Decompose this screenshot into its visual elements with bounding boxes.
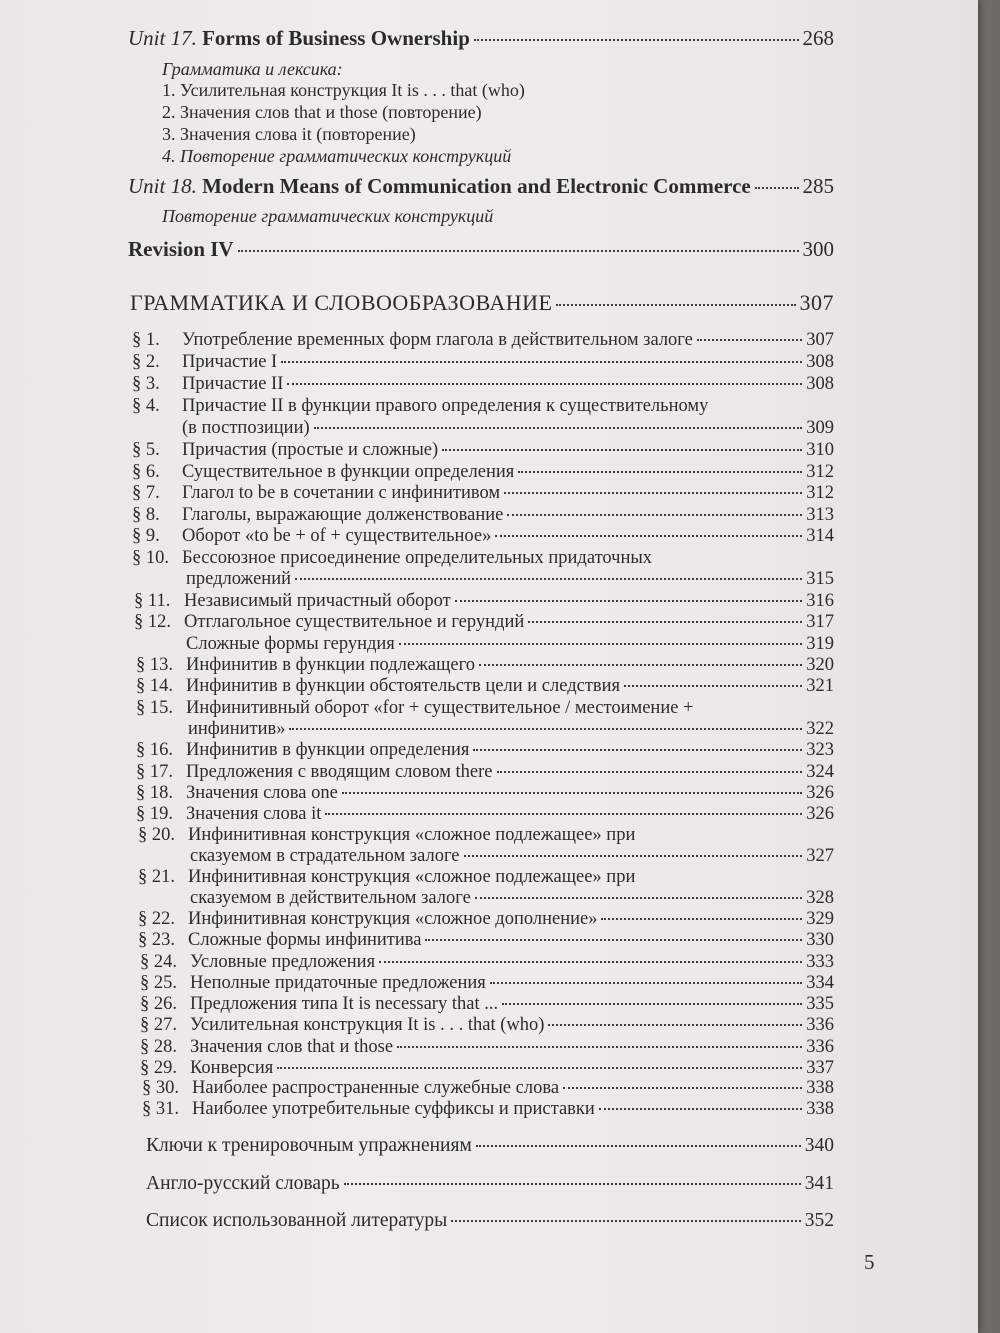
toc-entry-continuation — [182, 418, 834, 439]
entry-number: § 26. — [140, 994, 177, 1014]
dot-leader — [624, 685, 802, 687]
dot-leader — [425, 939, 802, 941]
dot-leader — [464, 855, 803, 857]
page-number: 307 — [799, 290, 834, 315]
back-matter-title: Список использованной литературы — [146, 1210, 448, 1231]
toc-entry-first-line — [136, 698, 834, 719]
page-number: 312 — [806, 462, 834, 482]
dot-leader — [504, 492, 802, 494]
entry-text: Причастие II — [182, 374, 284, 394]
page-number: 324 — [806, 762, 834, 782]
dot-leader — [563, 1087, 802, 1089]
dot-leader — [379, 961, 802, 963]
toc-entry — [132, 526, 834, 547]
page-number: 312 — [806, 483, 834, 503]
toc-entry — [132, 330, 834, 351]
dot-leader — [548, 1024, 802, 1026]
dot-leader — [314, 427, 803, 429]
unit-18-note: Повторение грамматических конструкций — [162, 206, 494, 226]
toc-entry-continuation — [186, 569, 834, 590]
unit-17-heading: Грамматика и лексика: — [162, 59, 343, 79]
entry-number: § 21. — [138, 867, 175, 887]
entry-text: Неполные придаточные предложения — [190, 973, 486, 993]
toc-entry — [132, 374, 834, 395]
unit-17-item-1: 1. Усилительная конструкция It is . . . that (who) — [162, 80, 525, 100]
entry-text: Сложные формы герундия — [186, 634, 395, 654]
dot-leader — [399, 643, 802, 645]
page-number: 308 — [806, 352, 834, 372]
entry-number: § 4. — [132, 396, 160, 416]
dot-leader — [556, 304, 795, 306]
toc-entry — [140, 1037, 834, 1058]
toc-entry — [136, 804, 834, 825]
entry-text: Конверсия — [190, 1058, 274, 1078]
page-number: 335 — [806, 994, 834, 1014]
entry-text: Инфинитивная конструкция «сложное подлежащее» при — [188, 867, 636, 887]
toc-unit-18 — [128, 174, 834, 199]
toc-entry — [138, 909, 834, 930]
dot-leader — [502, 1003, 802, 1005]
entry-number: § 8. — [132, 505, 160, 525]
toc-entry — [140, 994, 834, 1015]
dot-leader — [490, 982, 802, 984]
entry-number: § 10. — [132, 548, 169, 568]
unit-label: Unit 17. — [128, 26, 197, 50]
entry-text: Существительное в функции определения — [182, 462, 515, 482]
page-number: 307 — [806, 330, 834, 350]
toc-entry-first-line — [132, 548, 834, 569]
page-number: 319 — [806, 634, 834, 654]
unit-title: Modern Means of Communication and Electronic Commerce — [202, 174, 751, 198]
entry-text: Наиболее распространенные служебные слова — [192, 1078, 560, 1098]
toc-entry — [136, 740, 834, 761]
page-number: 329 — [806, 909, 834, 929]
dot-leader — [476, 1145, 801, 1147]
page-folio: 5 — [864, 1250, 875, 1274]
entry-number: § 14. — [136, 676, 173, 696]
section-title: ГРАММАТИКА И СЛОВООБРАЗОВАНИЕ — [130, 290, 553, 315]
dot-leader — [755, 187, 799, 189]
toc-entry — [136, 762, 834, 783]
toc-entry — [142, 1078, 834, 1099]
dot-leader — [238, 250, 799, 252]
entry-text: Наиболее употребительные суффиксы и приставки — [192, 1099, 595, 1119]
entry-number: § 13. — [136, 655, 173, 675]
entry-text: Отглагольное существительное и герундий — [184, 612, 525, 632]
dot-leader — [277, 1067, 802, 1069]
entry-text: Причастие I — [182, 352, 278, 372]
entry-number: § 23. — [138, 930, 175, 950]
unit-17-item-2: 2. Значения слов that и those (повторение) — [162, 102, 482, 122]
page-number: 352 — [804, 1210, 834, 1231]
entry-text-cont: предложений — [186, 569, 292, 589]
back-matter-title: Англо-русский словарь — [146, 1173, 340, 1194]
toc-entry-first-line — [132, 396, 834, 417]
page-number: 328 — [806, 888, 834, 908]
page-number: 327 — [806, 846, 834, 866]
entry-text: Глаголы, выражающие долженствование — [182, 505, 504, 525]
dot-leader — [475, 897, 802, 899]
entry-text-cont: (в постпозиции) — [182, 418, 310, 438]
page-number: 315 — [806, 569, 834, 589]
entry-number: § 5. — [132, 440, 160, 460]
dot-leader — [397, 1046, 802, 1048]
page-number: 321 — [806, 676, 834, 696]
entry-text: Независимый причастный оборот — [184, 591, 451, 611]
page-number: 341 — [804, 1173, 834, 1194]
dot-leader — [289, 728, 802, 730]
entry-text: Употребление временных форм глагола в действительном залоге — [182, 330, 693, 350]
unit-title: Forms of Business Ownership — [202, 26, 470, 50]
entry-number: § 16. — [136, 740, 173, 760]
dot-leader — [342, 792, 802, 794]
toc-entry — [132, 352, 834, 373]
entry-number: § 2. — [132, 352, 160, 372]
entry-text: Инфинитивная конструкция «сложное дополнение» — [188, 909, 598, 929]
toc-entry-first-line — [138, 867, 834, 888]
entry-number: § 27. — [140, 1015, 177, 1035]
entry-text: Значения слов that и those — [190, 1037, 394, 1057]
toc-unit-17 — [128, 26, 834, 51]
unit-label: Unit 18. — [128, 174, 197, 198]
toc-entry — [138, 930, 834, 951]
entry-text: Значения слова it — [186, 804, 322, 824]
entry-text: Сложные формы инфинитива — [188, 930, 422, 950]
entry-text: Инфинитивная конструкция «сложное подлежащее» при — [188, 825, 636, 845]
entry-text: Оборот «to be + of + существительное» — [182, 526, 492, 546]
toc-back-matter-dictionary — [146, 1173, 834, 1195]
toc-entry — [132, 505, 834, 526]
entry-number: § 9. — [132, 526, 160, 546]
page-number: 309 — [806, 418, 834, 438]
toc-back-matter-references — [146, 1210, 834, 1232]
page-number: 285 — [802, 174, 834, 198]
dot-leader — [295, 578, 802, 580]
toc-entry — [140, 1015, 834, 1036]
page-number: 338 — [806, 1099, 834, 1119]
page-number: 337 — [806, 1058, 834, 1078]
toc-entry-continuation — [188, 719, 834, 740]
entry-number: § 1. — [132, 330, 160, 350]
entry-number: § 6. — [132, 462, 160, 482]
dot-leader — [442, 449, 802, 451]
dot-leader — [497, 771, 803, 773]
entry-text: Условные предложения — [190, 952, 376, 972]
page-number: 308 — [806, 374, 834, 394]
entry-number: § 31. — [142, 1099, 179, 1119]
page-number: 317 — [806, 612, 834, 632]
entry-text: Бессоюзное присоединение определительных придаточных — [182, 548, 653, 568]
entry-text: Значения слова one — [186, 783, 338, 803]
entry-number: § 11. — [134, 591, 171, 611]
toc-entry — [136, 655, 834, 676]
toc-grammar-section — [130, 290, 834, 316]
entry-number: § 28. — [140, 1037, 177, 1057]
page-number: 330 — [806, 930, 834, 950]
dot-leader — [479, 664, 802, 666]
entry-text: Инфинитив в функции определения — [186, 740, 470, 760]
toc-entry — [132, 462, 834, 483]
dot-leader — [601, 918, 802, 920]
entry-number: § 18. — [136, 783, 173, 803]
toc-entry — [140, 973, 834, 994]
toc-entry — [186, 634, 834, 655]
page-number: 322 — [806, 719, 834, 739]
entry-text: Глагол to be в сочетании с инфинитивом — [182, 483, 501, 503]
toc-entry-continuation — [190, 846, 834, 867]
entry-text: Предложения с вводящим словом there — [186, 762, 493, 782]
entry-text-cont: инфинитив» — [188, 719, 286, 739]
dot-leader — [287, 383, 802, 385]
page-number: 326 — [806, 804, 834, 824]
revision-title: Revision IV — [128, 237, 234, 261]
entry-text: Инфинитив в функции обстоятельств цели и следствия — [186, 676, 621, 696]
entry-number: § 25. — [140, 973, 177, 993]
entry-number: § 22. — [138, 909, 175, 929]
toc-entry — [140, 952, 834, 973]
page-number: 338 — [806, 1078, 834, 1098]
dot-leader — [495, 535, 802, 537]
toc-entry — [136, 783, 834, 804]
page-number: 323 — [806, 740, 834, 760]
entry-text: Причастия (простые и сложные) — [182, 440, 439, 460]
entry-number: § 30. — [142, 1078, 179, 1098]
entry-number: § 3. — [132, 374, 160, 394]
entry-number: § 24. — [140, 952, 177, 972]
dot-leader — [599, 1108, 802, 1110]
dot-leader — [473, 749, 802, 751]
dot-leader — [528, 621, 802, 623]
page-number: 333 — [806, 952, 834, 972]
entry-text: Усилительная конструкция It is . . . that (who) — [190, 1015, 545, 1035]
dot-leader — [697, 339, 802, 341]
page-number: 268 — [802, 26, 834, 50]
dot-leader — [455, 600, 803, 602]
toc-entry-first-line — [138, 825, 834, 846]
toc-entry — [142, 1099, 834, 1120]
dot-leader — [451, 1220, 800, 1222]
unit-17-item-3: 3. Значения слова it (повторение) — [162, 124, 416, 144]
page-number: 336 — [806, 1037, 834, 1057]
page-number: 314 — [806, 526, 834, 546]
entry-text: Предложения типа It is necessary that ... — [190, 994, 499, 1014]
toc-entry — [134, 612, 834, 633]
toc-entry — [140, 1058, 834, 1079]
back-matter-title: Ключи к тренировочным упражнениям — [146, 1135, 472, 1156]
page-number: 313 — [806, 505, 834, 525]
unit-17-item-4: 4. Повторение грамматических конструкций — [162, 146, 512, 166]
entry-number: § 15. — [136, 698, 173, 718]
page-number: 316 — [806, 591, 834, 611]
toc-entry — [132, 440, 834, 461]
dot-leader — [344, 1183, 801, 1185]
dot-leader — [518, 471, 802, 473]
page-number: 326 — [806, 783, 834, 803]
entry-number: § 20. — [138, 825, 175, 845]
entry-text-cont: сказуемом в страдательном залоге — [190, 846, 460, 866]
page-number: 300 — [802, 237, 834, 261]
entry-number: § 7. — [132, 483, 160, 503]
entry-number: § 19. — [136, 804, 173, 824]
toc-back-matter-keys — [146, 1135, 834, 1157]
entry-text: Инфинитив в функции подлежащего — [186, 655, 475, 675]
entry-text-cont: сказуемом в действительном залоге — [190, 888, 471, 908]
entry-text: Инфинитивный оборот «for + существительное / местоимение + — [186, 698, 694, 718]
toc-revision — [128, 237, 834, 262]
toc-entry — [136, 676, 834, 697]
dot-leader — [281, 361, 802, 363]
entry-text: Причастие II в функции правого определения к существительному — [182, 396, 709, 416]
entry-number: § 12. — [134, 612, 171, 632]
page-number: 336 — [806, 1015, 834, 1035]
entry-number: § 29. — [140, 1058, 177, 1078]
page-number: 320 — [806, 655, 834, 675]
page-number: 340 — [804, 1135, 834, 1156]
toc-entry-continuation — [190, 888, 834, 909]
toc-entry — [132, 483, 834, 504]
dot-leader — [325, 813, 802, 815]
page-number: 334 — [806, 973, 834, 993]
dot-leader — [474, 39, 799, 41]
dot-leader — [507, 514, 802, 516]
toc-entry — [134, 591, 834, 612]
page-number: 310 — [806, 440, 834, 460]
entry-number: § 17. — [136, 762, 173, 782]
